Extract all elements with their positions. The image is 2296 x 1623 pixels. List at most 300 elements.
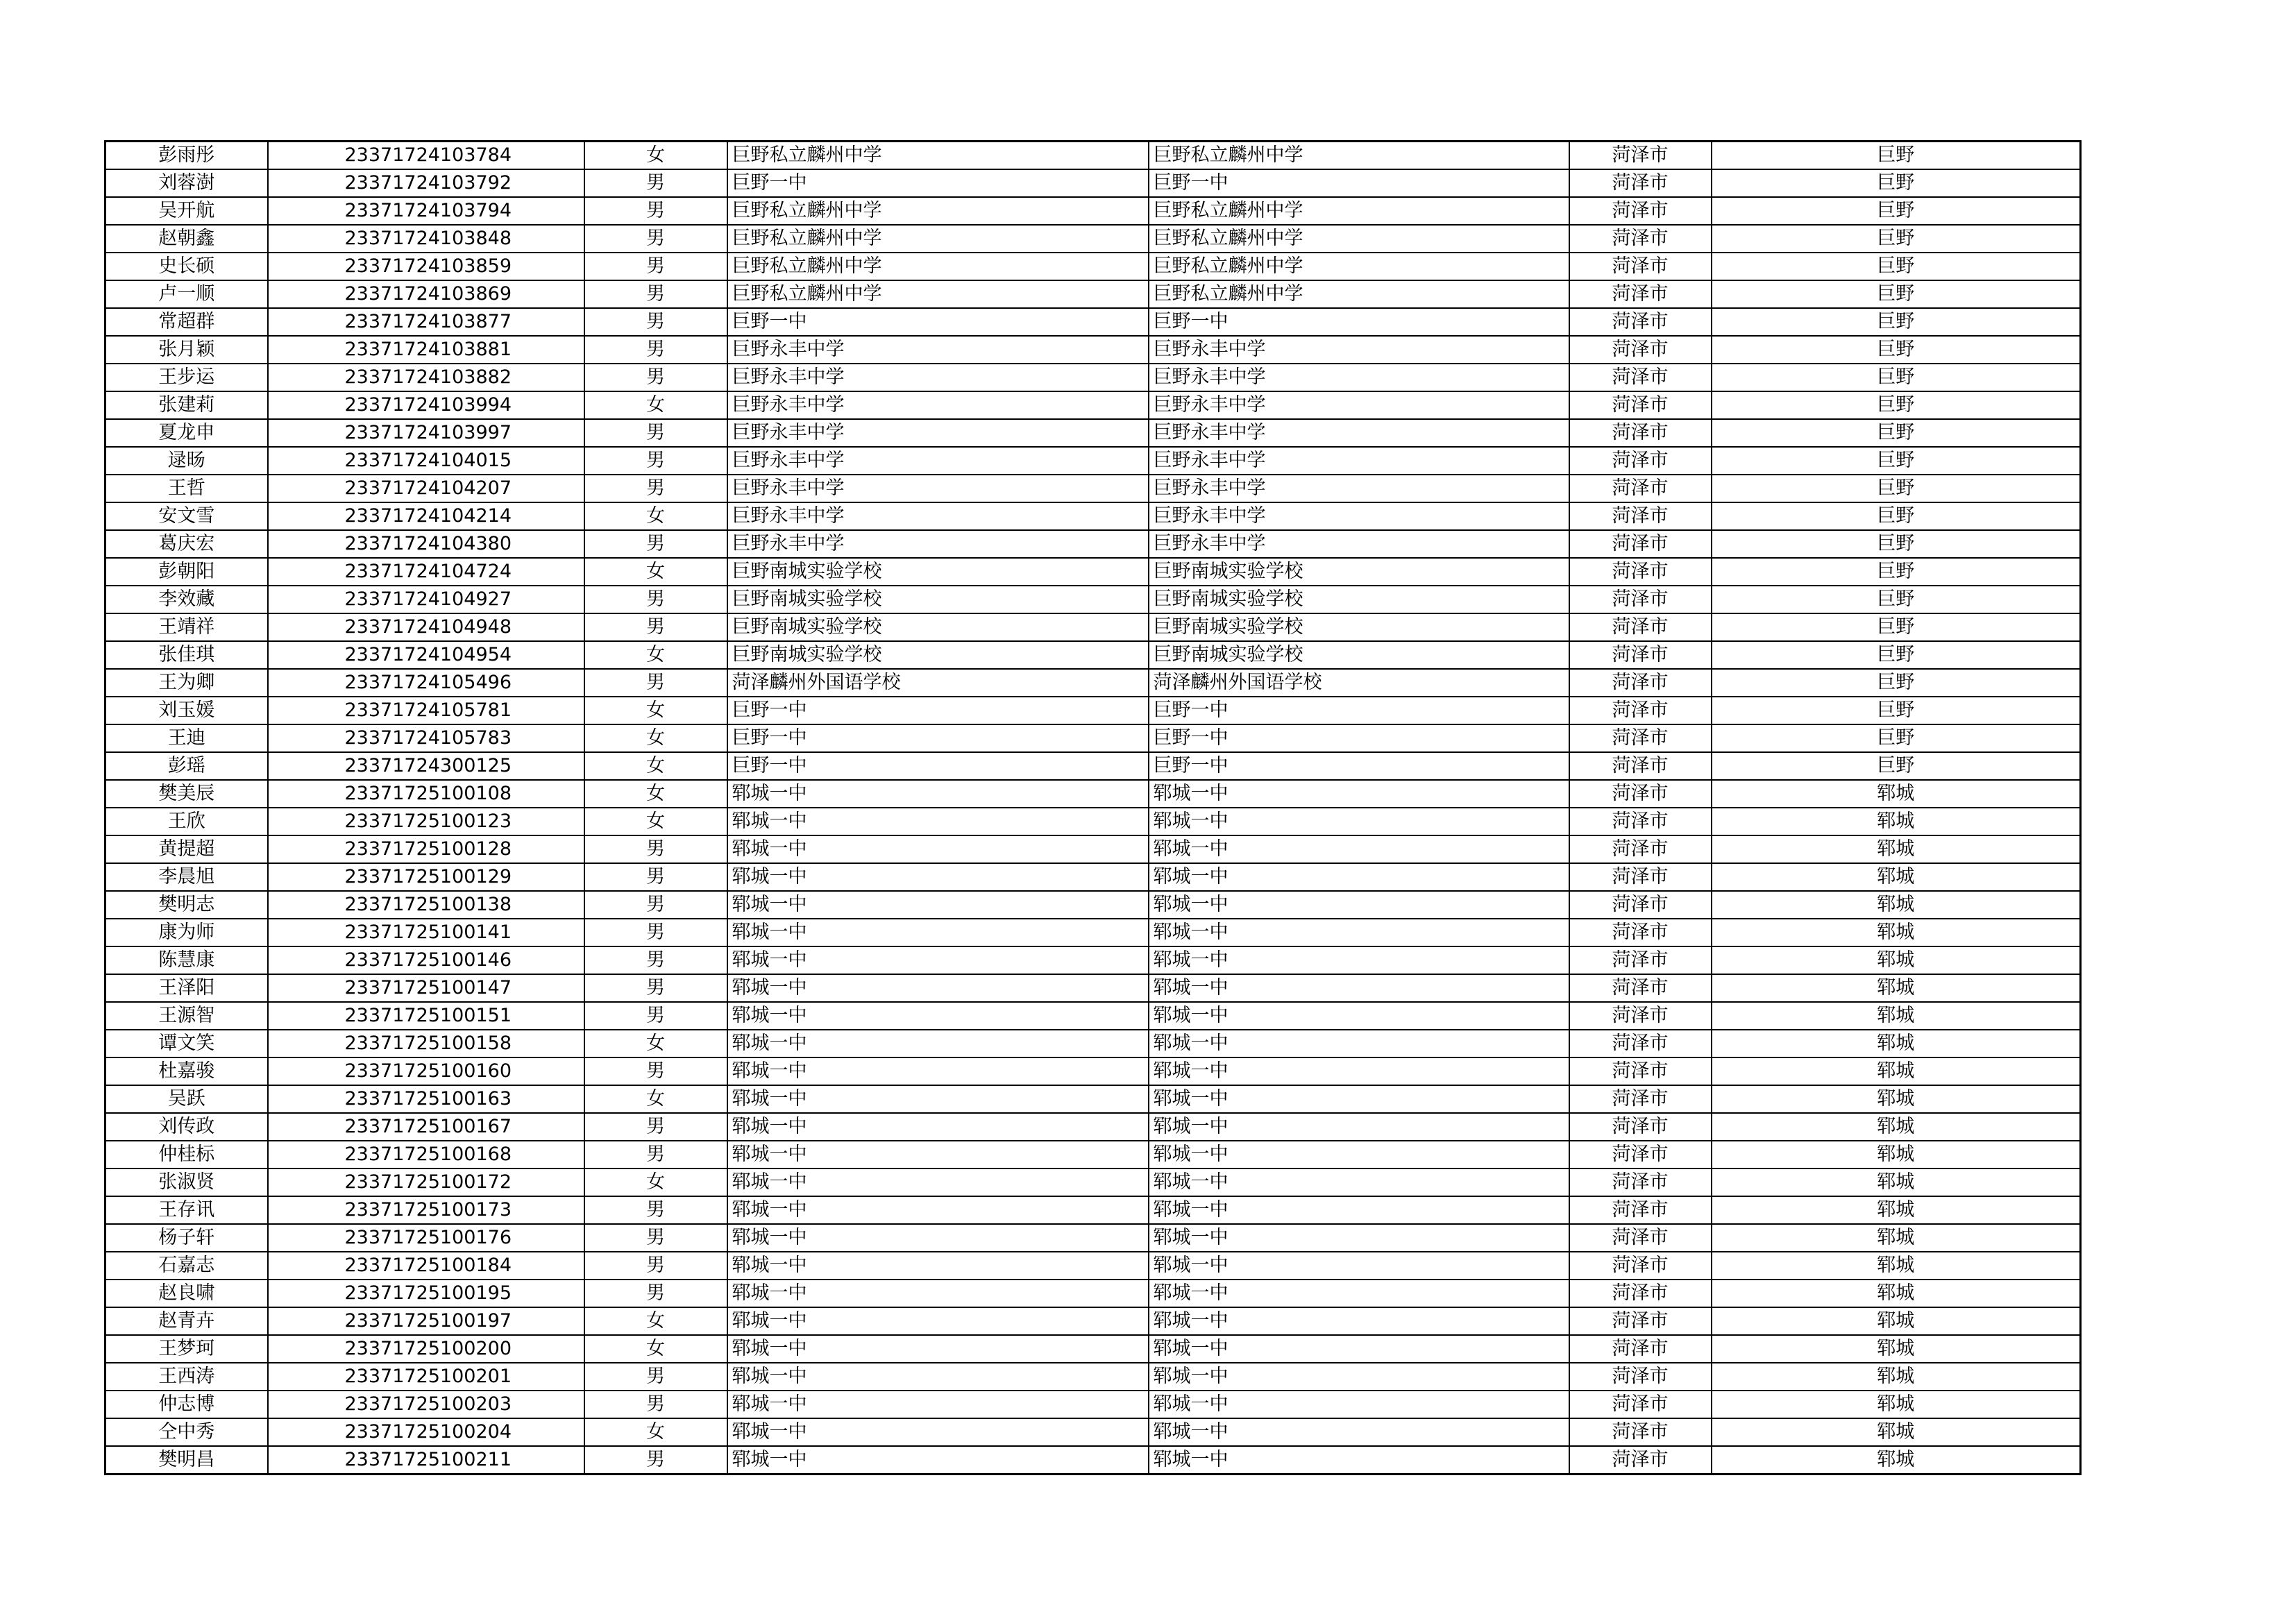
registered-school-cell: 巨野南城实验学校 xyxy=(1149,558,1569,586)
county-cell: 巨野 xyxy=(1712,558,2081,586)
table-row xyxy=(105,1363,2081,1391)
exam-number-cell: 23371725100160 xyxy=(268,1057,584,1085)
gender-cell: 女 xyxy=(584,697,727,724)
gender-cell: 男 xyxy=(584,197,727,225)
city-cell: 菏泽市 xyxy=(1569,1280,1712,1307)
school-cell: 巨野永丰中学 xyxy=(727,447,1149,475)
gender-cell: 男 xyxy=(584,419,727,447)
school-cell: 郓城一中 xyxy=(727,1002,1149,1030)
city-cell: 菏泽市 xyxy=(1569,974,1712,1002)
school-cell: 郓城一中 xyxy=(727,891,1149,919)
city-cell: 菏泽市 xyxy=(1569,1057,1712,1085)
county-cell: 巨野 xyxy=(1712,225,2081,253)
registered-school-cell: 巨野私立麟州中学 xyxy=(1149,142,1569,170)
school-cell: 巨野私立麟州中学 xyxy=(727,225,1149,253)
exam-number-cell: 23371725100151 xyxy=(268,1002,584,1030)
student-name-cell: 吴开航 xyxy=(105,197,268,225)
student-name-cell: 刘玉媛 xyxy=(105,697,268,724)
county-cell: 巨野 xyxy=(1712,253,2081,280)
student-name-cell: 王西涛 xyxy=(105,1363,268,1391)
registered-school-cell: 巨野永丰中学 xyxy=(1149,447,1569,475)
exam-number-cell: 23371725100211 xyxy=(268,1446,584,1475)
city-cell: 菏泽市 xyxy=(1569,1030,1712,1057)
table-row xyxy=(105,919,2081,946)
gender-cell: 男 xyxy=(584,475,727,502)
student-name-cell: 陈慧康 xyxy=(105,946,268,974)
table-row xyxy=(105,225,2081,253)
table-row xyxy=(105,641,2081,669)
county-cell: 巨野 xyxy=(1712,308,2081,336)
gender-cell: 男 xyxy=(584,586,727,613)
exam-number-cell: 23371725100184 xyxy=(268,1252,584,1280)
city-cell: 菏泽市 xyxy=(1569,447,1712,475)
county-cell: 郓城 xyxy=(1712,1307,2081,1335)
student-name-cell: 李晨旭 xyxy=(105,863,268,891)
school-cell: 巨野永丰中学 xyxy=(727,530,1149,558)
table-row xyxy=(105,1085,2081,1113)
student-name-cell: 彭瑶 xyxy=(105,752,268,780)
county-cell: 郓城 xyxy=(1712,1391,2081,1418)
student-name-cell: 石嘉志 xyxy=(105,1252,268,1280)
county-cell: 巨野 xyxy=(1712,169,2081,197)
student-name-cell: 张佳琪 xyxy=(105,641,268,669)
gender-cell: 男 xyxy=(584,1224,727,1252)
school-cell: 郓城一中 xyxy=(727,1446,1149,1475)
school-cell: 菏泽麟州外国语学校 xyxy=(727,669,1149,697)
registered-school-cell: 郓城一中 xyxy=(1149,891,1569,919)
registered-school-cell: 郓城一中 xyxy=(1149,1113,1569,1141)
exam-number-cell: 23371724103869 xyxy=(268,280,584,308)
gender-cell: 女 xyxy=(584,724,727,752)
gender-cell: 女 xyxy=(584,780,727,808)
city-cell: 菏泽市 xyxy=(1569,891,1712,919)
exam-number-cell: 23371725100147 xyxy=(268,974,584,1002)
table-row xyxy=(105,1280,2081,1307)
school-cell: 郓城一中 xyxy=(727,835,1149,863)
table-row xyxy=(105,724,2081,752)
registered-school-cell: 郓城一中 xyxy=(1149,780,1569,808)
exam-number-cell: 23371725100201 xyxy=(268,1363,584,1391)
school-cell: 巨野南城实验学校 xyxy=(727,613,1149,641)
gender-cell: 男 xyxy=(584,919,727,946)
county-cell: 巨野 xyxy=(1712,142,2081,170)
city-cell: 菏泽市 xyxy=(1569,1002,1712,1030)
exam-number-cell: 23371724103994 xyxy=(268,391,584,419)
exam-number-cell: 23371725100173 xyxy=(268,1196,584,1224)
exam-number-cell: 23371724104214 xyxy=(268,502,584,530)
school-cell: 郓城一中 xyxy=(727,1169,1149,1196)
county-cell: 巨野 xyxy=(1712,530,2081,558)
gender-cell: 女 xyxy=(584,641,727,669)
county-cell: 郓城 xyxy=(1712,891,2081,919)
gender-cell: 女 xyxy=(584,1169,727,1196)
school-cell: 郓城一中 xyxy=(727,780,1149,808)
gender-cell: 男 xyxy=(584,447,727,475)
city-cell: 菏泽市 xyxy=(1569,1446,1712,1475)
registered-school-cell: 菏泽麟州外国语学校 xyxy=(1149,669,1569,697)
city-cell: 菏泽市 xyxy=(1569,946,1712,974)
city-cell: 菏泽市 xyxy=(1569,197,1712,225)
gender-cell: 男 xyxy=(584,308,727,336)
gender-cell: 女 xyxy=(584,752,727,780)
exam-number-cell: 23371725100146 xyxy=(268,946,584,974)
county-cell: 郓城 xyxy=(1712,974,2081,1002)
student-name-cell: 杜嘉骏 xyxy=(105,1057,268,1085)
table-row xyxy=(105,1169,2081,1196)
registered-school-cell: 郓城一中 xyxy=(1149,1169,1569,1196)
school-cell: 郓城一中 xyxy=(727,1196,1149,1224)
registered-school-cell: 郓城一中 xyxy=(1149,1030,1569,1057)
city-cell: 菏泽市 xyxy=(1569,919,1712,946)
registered-school-cell: 郓城一中 xyxy=(1149,1085,1569,1113)
table-row xyxy=(105,419,2081,447)
gender-cell: 男 xyxy=(584,1141,727,1169)
exam-number-cell: 23371725100141 xyxy=(268,919,584,946)
exam-number-cell: 23371724104380 xyxy=(268,530,584,558)
school-cell: 郓城一中 xyxy=(727,1030,1149,1057)
exam-number-cell: 23371724105781 xyxy=(268,697,584,724)
city-cell: 菏泽市 xyxy=(1569,391,1712,419)
gender-cell: 男 xyxy=(584,835,727,863)
table-row xyxy=(105,669,2081,697)
exam-number-cell: 23371724103877 xyxy=(268,308,584,336)
table-row xyxy=(105,1446,2081,1475)
county-cell: 郓城 xyxy=(1712,808,2081,835)
gender-cell: 男 xyxy=(584,1446,727,1475)
exam-number-cell: 23371724104207 xyxy=(268,475,584,502)
city-cell: 菏泽市 xyxy=(1569,863,1712,891)
registered-school-cell: 郓城一中 xyxy=(1149,974,1569,1002)
city-cell: 菏泽市 xyxy=(1569,697,1712,724)
table-row xyxy=(105,1030,2081,1057)
table-row xyxy=(105,1252,2081,1280)
school-cell: 郓城一中 xyxy=(727,1141,1149,1169)
table-row xyxy=(105,586,2081,613)
county-cell: 郓城 xyxy=(1712,1169,2081,1196)
city-cell: 菏泽市 xyxy=(1569,669,1712,697)
table-row xyxy=(105,1307,2081,1335)
gender-cell: 男 xyxy=(584,946,727,974)
gender-cell: 男 xyxy=(584,169,727,197)
exam-number-cell: 23371724104948 xyxy=(268,613,584,641)
gender-cell: 男 xyxy=(584,669,727,697)
school-cell: 巨野私立麟州中学 xyxy=(727,197,1149,225)
gender-cell: 女 xyxy=(584,502,727,530)
exam-number-cell: 23371725100197 xyxy=(268,1307,584,1335)
exam-number-cell: 23371724104724 xyxy=(268,558,584,586)
table-row xyxy=(105,891,2081,919)
county-cell: 巨野 xyxy=(1712,586,2081,613)
county-cell: 郓城 xyxy=(1712,863,2081,891)
county-cell: 郓城 xyxy=(1712,1002,2081,1030)
student-name-cell: 王哲 xyxy=(105,475,268,502)
gender-cell: 男 xyxy=(584,1113,727,1141)
exam-number-cell: 23371725100168 xyxy=(268,1141,584,1169)
student-name-cell: 仲桂标 xyxy=(105,1141,268,1169)
gender-cell: 男 xyxy=(584,863,727,891)
student-name-cell: 王存讯 xyxy=(105,1196,268,1224)
table-row xyxy=(105,475,2081,502)
registered-school-cell: 巨野一中 xyxy=(1149,752,1569,780)
table-row xyxy=(105,169,2081,197)
gender-cell: 男 xyxy=(584,253,727,280)
school-cell: 巨野永丰中学 xyxy=(727,364,1149,391)
school-cell: 郓城一中 xyxy=(727,1335,1149,1363)
student-name-cell: 彭朝阳 xyxy=(105,558,268,586)
exam-number-cell: 23371725100203 xyxy=(268,1391,584,1418)
gender-cell: 女 xyxy=(584,1085,727,1113)
student-name-cell: 谭文笑 xyxy=(105,1030,268,1057)
registered-school-cell: 郓城一中 xyxy=(1149,1446,1569,1475)
registered-school-cell: 巨野永丰中学 xyxy=(1149,336,1569,364)
student-name-cell: 张淑贤 xyxy=(105,1169,268,1196)
city-cell: 菏泽市 xyxy=(1569,558,1712,586)
city-cell: 菏泽市 xyxy=(1569,475,1712,502)
table-row xyxy=(105,1113,2081,1141)
registered-school-cell: 郓城一中 xyxy=(1149,1002,1569,1030)
city-cell: 菏泽市 xyxy=(1569,1113,1712,1141)
registered-school-cell: 郓城一中 xyxy=(1149,1363,1569,1391)
gender-cell: 男 xyxy=(584,530,727,558)
school-cell: 郓城一中 xyxy=(727,946,1149,974)
table-row xyxy=(105,946,2081,974)
registered-school-cell: 巨野永丰中学 xyxy=(1149,502,1569,530)
student-name-cell: 彭雨彤 xyxy=(158,144,215,166)
county-cell: 巨野 xyxy=(1712,724,2081,752)
student-name-cell: 赵青卉 xyxy=(105,1307,268,1335)
student-name-cell: 黄提超 xyxy=(105,835,268,863)
gender-cell: 男 xyxy=(584,613,727,641)
exam-number-cell: 23371725100176 xyxy=(268,1224,584,1252)
registered-school-cell: 郓城一中 xyxy=(1149,1335,1569,1363)
table-row xyxy=(105,808,2081,835)
county-cell: 巨野 xyxy=(1712,364,2081,391)
table-row xyxy=(105,1335,2081,1363)
city-cell: 菏泽市 xyxy=(1569,280,1712,308)
city-cell: 菏泽市 xyxy=(1569,253,1712,280)
gender-cell: 女 xyxy=(584,558,727,586)
gender-cell: 男 xyxy=(584,1391,727,1418)
school-cell: 郓城一中 xyxy=(727,1391,1149,1418)
gender-cell: 男 xyxy=(584,1252,727,1280)
registered-school-cell: 郓城一中 xyxy=(1149,1196,1569,1224)
registered-school-cell: 郓城一中 xyxy=(1149,1280,1569,1307)
city-cell: 菏泽市 xyxy=(1569,1252,1712,1280)
county-cell: 巨野 xyxy=(1712,697,2081,724)
gender-cell: 男 xyxy=(584,891,727,919)
registered-school-cell: 巨野私立麟州中学 xyxy=(1149,280,1569,308)
exam-number-cell: 23371724104927 xyxy=(268,586,584,613)
gender-cell: 男 xyxy=(584,1280,727,1307)
school-cell: 郓城一中 xyxy=(727,1307,1149,1335)
table-row xyxy=(105,391,2081,419)
school-cell: 巨野永丰中学 xyxy=(727,475,1149,502)
county-cell: 巨野 xyxy=(1712,419,2081,447)
student-name-cell: 樊美辰 xyxy=(105,780,268,808)
gender-cell: 男 xyxy=(584,1002,727,1030)
school-cell: 巨野一中 xyxy=(727,724,1149,752)
school-cell: 郓城一中 xyxy=(727,1363,1149,1391)
school-cell: 巨野南城实验学校 xyxy=(727,641,1149,669)
school-cell: 巨野一中 xyxy=(727,752,1149,780)
school-cell: 郓城一中 xyxy=(727,1280,1149,1307)
city-cell: 菏泽市 xyxy=(1569,1196,1712,1224)
exam-number-cell: 23371725100123 xyxy=(268,808,584,835)
county-cell: 巨野 xyxy=(1712,613,2081,641)
student-name-cell: 王泽阳 xyxy=(105,974,268,1002)
county-cell: 巨野 xyxy=(1712,447,2081,475)
table-row xyxy=(105,835,2081,863)
gender-cell: 男 xyxy=(584,364,727,391)
registered-school-cell: 巨野私立麟州中学 xyxy=(1149,225,1569,253)
student-name-cell: 卢一顺 xyxy=(105,280,268,308)
student-name-cell: 常超群 xyxy=(105,308,268,336)
registered-school-cell: 巨野南城实验学校 xyxy=(1149,613,1569,641)
table-row xyxy=(105,197,2081,225)
county-cell: 郓城 xyxy=(1712,835,2081,863)
school-cell: 郓城一中 xyxy=(727,863,1149,891)
school-cell: 巨野永丰中学 xyxy=(727,336,1149,364)
city-cell: 菏泽市 xyxy=(1569,835,1712,863)
student-name-cell: 赵朝鑫 xyxy=(105,225,268,253)
city-cell: 菏泽市 xyxy=(1569,530,1712,558)
school-cell: 郓城一中 xyxy=(727,1418,1149,1446)
county-cell: 郓城 xyxy=(1712,1141,2081,1169)
gender-cell: 男 xyxy=(584,974,727,1002)
city-cell: 菏泽市 xyxy=(1569,1141,1712,1169)
county-cell: 巨野 xyxy=(1712,336,2081,364)
city-cell: 菏泽市 xyxy=(1569,308,1712,336)
table-row xyxy=(105,1057,2081,1085)
registered-school-cell: 巨野永丰中学 xyxy=(1149,391,1569,419)
table-row xyxy=(105,447,2081,475)
county-cell: 郓城 xyxy=(1712,1280,2081,1307)
table-row xyxy=(105,142,2081,170)
county-cell: 郓城 xyxy=(1712,1335,2081,1363)
gender-cell: 女 xyxy=(584,1307,727,1335)
county-cell: 郓城 xyxy=(1712,1085,2081,1113)
exam-number-cell: 23371724103794 xyxy=(268,197,584,225)
gender-cell: 男 xyxy=(584,225,727,253)
table-row xyxy=(105,1002,2081,1030)
school-cell: 巨野永丰中学 xyxy=(727,391,1149,419)
registered-school-cell: 郓城一中 xyxy=(1149,946,1569,974)
table-row xyxy=(105,530,2081,558)
student-name-cell: 吴跃 xyxy=(105,1085,268,1113)
county-cell: 郓城 xyxy=(1712,1418,2081,1446)
county-cell: 郓城 xyxy=(1712,1363,2081,1391)
table-row xyxy=(105,253,2081,280)
school-cell: 郓城一中 xyxy=(727,1252,1149,1280)
exam-number-cell: 23371724103792 xyxy=(268,169,584,197)
table-row xyxy=(105,336,2081,364)
city-cell: 菏泽市 xyxy=(1569,1335,1712,1363)
table-row xyxy=(105,558,2081,586)
exam-number-cell: 23371724104015 xyxy=(268,447,584,475)
registered-school-cell: 巨野一中 xyxy=(1149,169,1569,197)
table-row xyxy=(105,1196,2081,1224)
student-name-cell: 史长硕 xyxy=(105,253,268,280)
county-cell: 郓城 xyxy=(1712,1252,2081,1280)
registered-school-cell: 巨野私立麟州中学 xyxy=(1149,197,1569,225)
city-cell: 菏泽市 xyxy=(1569,1363,1712,1391)
school-cell: 巨野私立麟州中学 xyxy=(727,280,1149,308)
registered-school-cell: 郓城一中 xyxy=(1149,1307,1569,1335)
county-cell: 郓城 xyxy=(1712,1446,2081,1475)
student-name-cell: 张月颖 xyxy=(105,336,268,364)
table-row xyxy=(105,280,2081,308)
table-row xyxy=(105,613,2081,641)
city-cell: 菏泽市 xyxy=(1569,780,1712,808)
student-name-cell: 夏龙申 xyxy=(105,419,268,447)
registered-school-cell: 巨野永丰中学 xyxy=(1149,475,1569,502)
student-name-cell: 逯旸 xyxy=(105,447,268,475)
registered-school-cell: 巨野永丰中学 xyxy=(1149,530,1569,558)
student-name-cell: 王靖祥 xyxy=(105,613,268,641)
exam-number-cell: 23371724103848 xyxy=(268,225,584,253)
county-cell: 郓城 xyxy=(1712,1224,2081,1252)
table-row xyxy=(105,752,2081,780)
registered-school-cell: 巨野私立麟州中学 xyxy=(1149,253,1569,280)
school-cell: 巨野南城实验学校 xyxy=(727,586,1149,613)
city-cell: 菏泽市 xyxy=(1569,1418,1712,1446)
city-cell: 菏泽市 xyxy=(1569,419,1712,447)
exam-number-cell: 23371724300125 xyxy=(268,752,584,780)
gender-cell: 男 xyxy=(584,1363,727,1391)
city-cell: 菏泽市 xyxy=(1569,1169,1712,1196)
registered-school-cell: 巨野永丰中学 xyxy=(1149,419,1569,447)
registered-school-cell: 郓城一中 xyxy=(1149,1141,1569,1169)
city-cell: 菏泽市 xyxy=(1569,502,1712,530)
school-cell: 巨野南城实验学校 xyxy=(727,558,1149,586)
city-cell: 菏泽市 xyxy=(1569,641,1712,669)
city-cell: 菏泽市 xyxy=(1569,169,1712,197)
student-name-cell: 仝中秀 xyxy=(105,1418,268,1446)
gender-cell: 女 xyxy=(584,391,727,419)
student-name-cell: 王源智 xyxy=(105,1002,268,1030)
student-name-cell: 王欣 xyxy=(105,808,268,835)
school-cell: 郓城一中 xyxy=(727,1113,1149,1141)
exam-number-cell: 23371725100129 xyxy=(268,863,584,891)
table-row xyxy=(105,863,2081,891)
school-cell: 郓城一中 xyxy=(727,808,1149,835)
city-cell: 菏泽市 xyxy=(1569,1085,1712,1113)
table-row xyxy=(105,974,2081,1002)
city-cell: 菏泽市 xyxy=(1569,724,1712,752)
student-name-cell: 王梦珂 xyxy=(105,1335,268,1363)
student-name-cell: 王步运 xyxy=(105,364,268,391)
school-cell: 郓城一中 xyxy=(727,974,1149,1002)
student-name-cell: 安文雪 xyxy=(105,502,268,530)
student-name-cell: 赵良啸 xyxy=(105,1280,268,1307)
school-cell: 巨野私立麟州中学 xyxy=(727,253,1149,280)
student-name-cell: 杨子轩 xyxy=(105,1224,268,1252)
city-cell: 菏泽市 xyxy=(1569,613,1712,641)
registered-school-cell: 巨野一中 xyxy=(1149,697,1569,724)
city-cell: 菏泽市 xyxy=(1569,808,1712,835)
student-name-cell: 刘传政 xyxy=(105,1113,268,1141)
school-cell: 巨野一中 xyxy=(727,308,1149,336)
school-cell: 巨野一中 xyxy=(727,169,1149,197)
registered-school-cell: 郓城一中 xyxy=(1149,835,1569,863)
school-cell: 郓城一中 xyxy=(727,919,1149,946)
exam-number-cell: 23371724105496 xyxy=(268,669,584,697)
table-row xyxy=(105,1418,2081,1446)
county-cell: 巨野 xyxy=(1712,641,2081,669)
school-cell: 巨野永丰中学 xyxy=(727,419,1149,447)
county-cell: 郓城 xyxy=(1712,1057,2081,1085)
student-name-cell: 王迪 xyxy=(105,724,268,752)
